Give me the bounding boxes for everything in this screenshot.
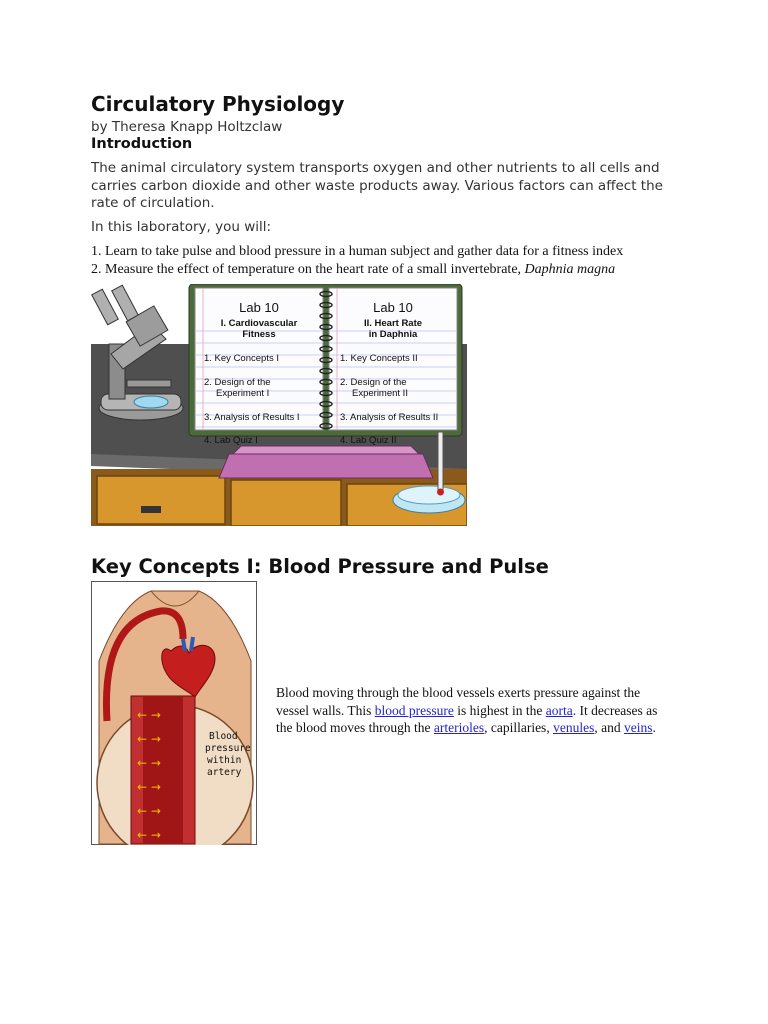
right-page-subtitle: II. Heart Rate	[363, 318, 423, 329]
objective-item	[91, 261, 623, 279]
introduction-paragraph: The animal circulatory system transports oxygen and other nutrients to all cells and carries carbon dioxide and other waste products away. Various factors can affect the rate of circulation.	[91, 160, 663, 211]
author-byline: by Theresa Knapp Holtzclaw	[91, 119, 283, 135]
notebook-link-design-i[interactable]: 2. Design of the	[204, 377, 271, 388]
right-page-subtitle: in Daphnia	[368, 329, 418, 340]
link-venules[interactable]: venules	[553, 720, 595, 736]
svg-text:← →: ← →	[137, 828, 161, 842]
blood-pressure-paragraph	[276, 684, 671, 737]
species-name: Daphnia magna	[524, 262, 616, 277]
notebook-link-analysis-ii[interactable]: 3. Analysis of Results II	[340, 412, 439, 423]
svg-text:← →: ← →	[137, 780, 161, 794]
objective-number: 1.	[91, 244, 102, 259]
svg-text:← →: ← →	[137, 756, 161, 770]
notebook-link-key-concepts-ii[interactable]: 1. Key Concepts II	[340, 353, 418, 364]
left-page-subtitle: Fitness	[242, 329, 276, 340]
diagram-label: Blood	[209, 731, 238, 742]
paragraph-text: Blood moving through the blood vessels exerts pressure against the vessel walls. This	[276, 685, 641, 718]
diagram-label: pressure	[205, 743, 251, 754]
right-page-title: Lab 10	[373, 300, 413, 315]
paragraph-text: .	[652, 720, 656, 736]
notebook-link-design-ii-line2[interactable]: Experiment II	[352, 388, 408, 399]
svg-text:← →: ← →	[137, 732, 161, 746]
diagram-label: within	[207, 755, 242, 766]
left-page-subtitle: I. Cardiovascular	[220, 318, 298, 329]
link-arterioles[interactable]: arterioles	[433, 720, 485, 736]
link-veins[interactable]: veins	[623, 720, 653, 736]
paragraph-text: , and	[594, 720, 624, 736]
objective-text: Learn to take pulse and blood pressure in a human subject and gather data for a fitness index	[105, 244, 624, 259]
svg-text:← →: ← →	[137, 708, 161, 722]
paragraph-text: . It decreases as the blood moves through the	[276, 702, 658, 736]
introduction-heading: Introduction	[91, 136, 193, 152]
notebook-link-analysis-i[interactable]: 3. Analysis of Results I	[204, 412, 300, 423]
key-concepts-heading: Key Concepts I: Blood Pressure and Pulse	[91, 555, 549, 578]
paragraph-text: is highest in the	[453, 702, 546, 718]
notebook-link-design-ii[interactable]: 2. Design of the	[340, 377, 407, 388]
lab-intro-line: In this laboratory, you will:	[91, 219, 272, 235]
notebook-link-quiz-i[interactable]: 4. Lab Quiz I	[204, 435, 258, 446]
lab-notebook-illustration	[91, 284, 467, 526]
left-page-title: Lab 10	[239, 300, 279, 315]
objective-number: 2.	[91, 262, 102, 277]
objectives-list	[91, 243, 623, 279]
diagram-label: artery	[207, 767, 242, 778]
svg-text:← →: ← →	[137, 804, 161, 818]
link-blood-pressure[interactable]: blood pressure	[374, 702, 454, 718]
link-aorta[interactable]: aorta	[545, 702, 573, 718]
blood-pressure-diagram	[91, 581, 257, 845]
notebook-link-design-i-line2[interactable]: Experiment I	[216, 388, 270, 399]
page-title: Circulatory Physiology	[91, 92, 345, 116]
objective-item	[91, 243, 623, 261]
notebook-link-key-concepts-i[interactable]: 1. Key Concepts I	[204, 353, 279, 364]
objective-text: Measure the effect of temperature on the heart rate of a small invertebrate,	[105, 262, 522, 277]
notebook-link-quiz-ii[interactable]: 4. Lab Quiz II	[340, 435, 397, 446]
paragraph-text: , capillaries,	[484, 720, 554, 736]
